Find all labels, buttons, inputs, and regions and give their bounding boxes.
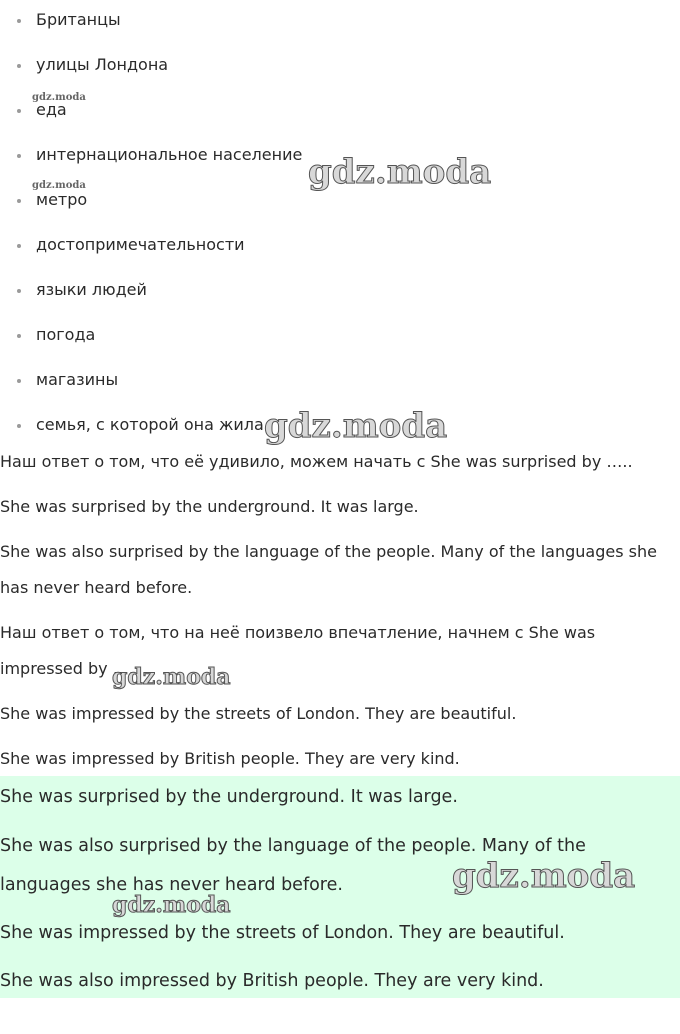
paragraph: Наш ответ о том, что на неё поизвело впечатление, начнем с She was impressed by …. — [0, 623, 596, 678]
bullet-dot — [17, 154, 21, 158]
bullet-dot — [17, 244, 21, 248]
list-item — [0, 315, 680, 360]
paragraph: She was also surprised by the language of the people. Many of the languages she has never heard before. — [0, 542, 657, 597]
watermark-logo: gdz.moda — [32, 92, 86, 103]
bullet-dot — [17, 109, 21, 113]
list-item — [0, 45, 680, 90]
bullet-dot — [17, 424, 21, 428]
answer-line: She was also impressed by British people. They are very kind. — [0, 971, 544, 991]
list-item — [0, 405, 680, 441]
answer-box — [0, 776, 680, 998]
watermark-logo: gdz.moda — [452, 856, 636, 896]
list-item-text: метро — [36, 190, 88, 209]
bullet-dot — [17, 334, 21, 338]
watermark-logo: gdz.moda — [308, 152, 492, 192]
list-item — [0, 270, 680, 315]
watermark-logo: gdz.moda — [32, 180, 86, 191]
list-item — [0, 90, 680, 135]
list-item-text: достопримечательности — [36, 235, 245, 254]
bullet-dot — [17, 19, 21, 23]
list-item-text: магазины — [36, 370, 119, 389]
list-item-text: улицы Лондона — [36, 55, 169, 74]
list-item-text: Британцы — [36, 10, 121, 29]
answer-line: She was impressed by the streets of London. They are beautiful. — [0, 923, 565, 943]
paragraph: She was impressed by the streets of London. They are beautiful. — [0, 704, 517, 723]
answer-line: She was surprised by the underground. It was large. — [0, 787, 458, 807]
list-item — [0, 360, 680, 405]
list-item — [0, 225, 680, 270]
explanation — [0, 444, 680, 777]
list-item-text: еда — [36, 100, 67, 119]
list-item-text: погода — [36, 325, 96, 344]
bullet-dot — [17, 64, 21, 68]
paragraph: Наш ответ о том, что её удивило, можем начать с She was surprised by ….. — [0, 452, 633, 471]
paragraph: She was impressed by British people. They are very kind. — [0, 749, 460, 768]
paragraph: She was surprised by the underground. It was large. — [0, 497, 419, 516]
bullet-dot — [17, 379, 21, 383]
watermark-logo: gdz.moda — [264, 406, 448, 446]
list-item — [0, 135, 680, 180]
watermark-logo: gdz.moda — [112, 664, 231, 690]
list-item-text: семья, с которой она жила — [36, 415, 264, 434]
watermark-logo: gdz.moda — [112, 892, 231, 918]
list-item-text: интернациональное население — [36, 145, 303, 164]
bullet-dot — [17, 199, 21, 203]
answer-line: She was also surprised by the language of the people. Many of the languages she has never heard before. — [0, 836, 586, 895]
bullet-dot — [17, 289, 21, 293]
list-item-text: языки людей — [36, 280, 147, 299]
list-item — [0, 0, 680, 45]
bullet-list — [0, 0, 680, 441]
list-item — [0, 180, 680, 225]
